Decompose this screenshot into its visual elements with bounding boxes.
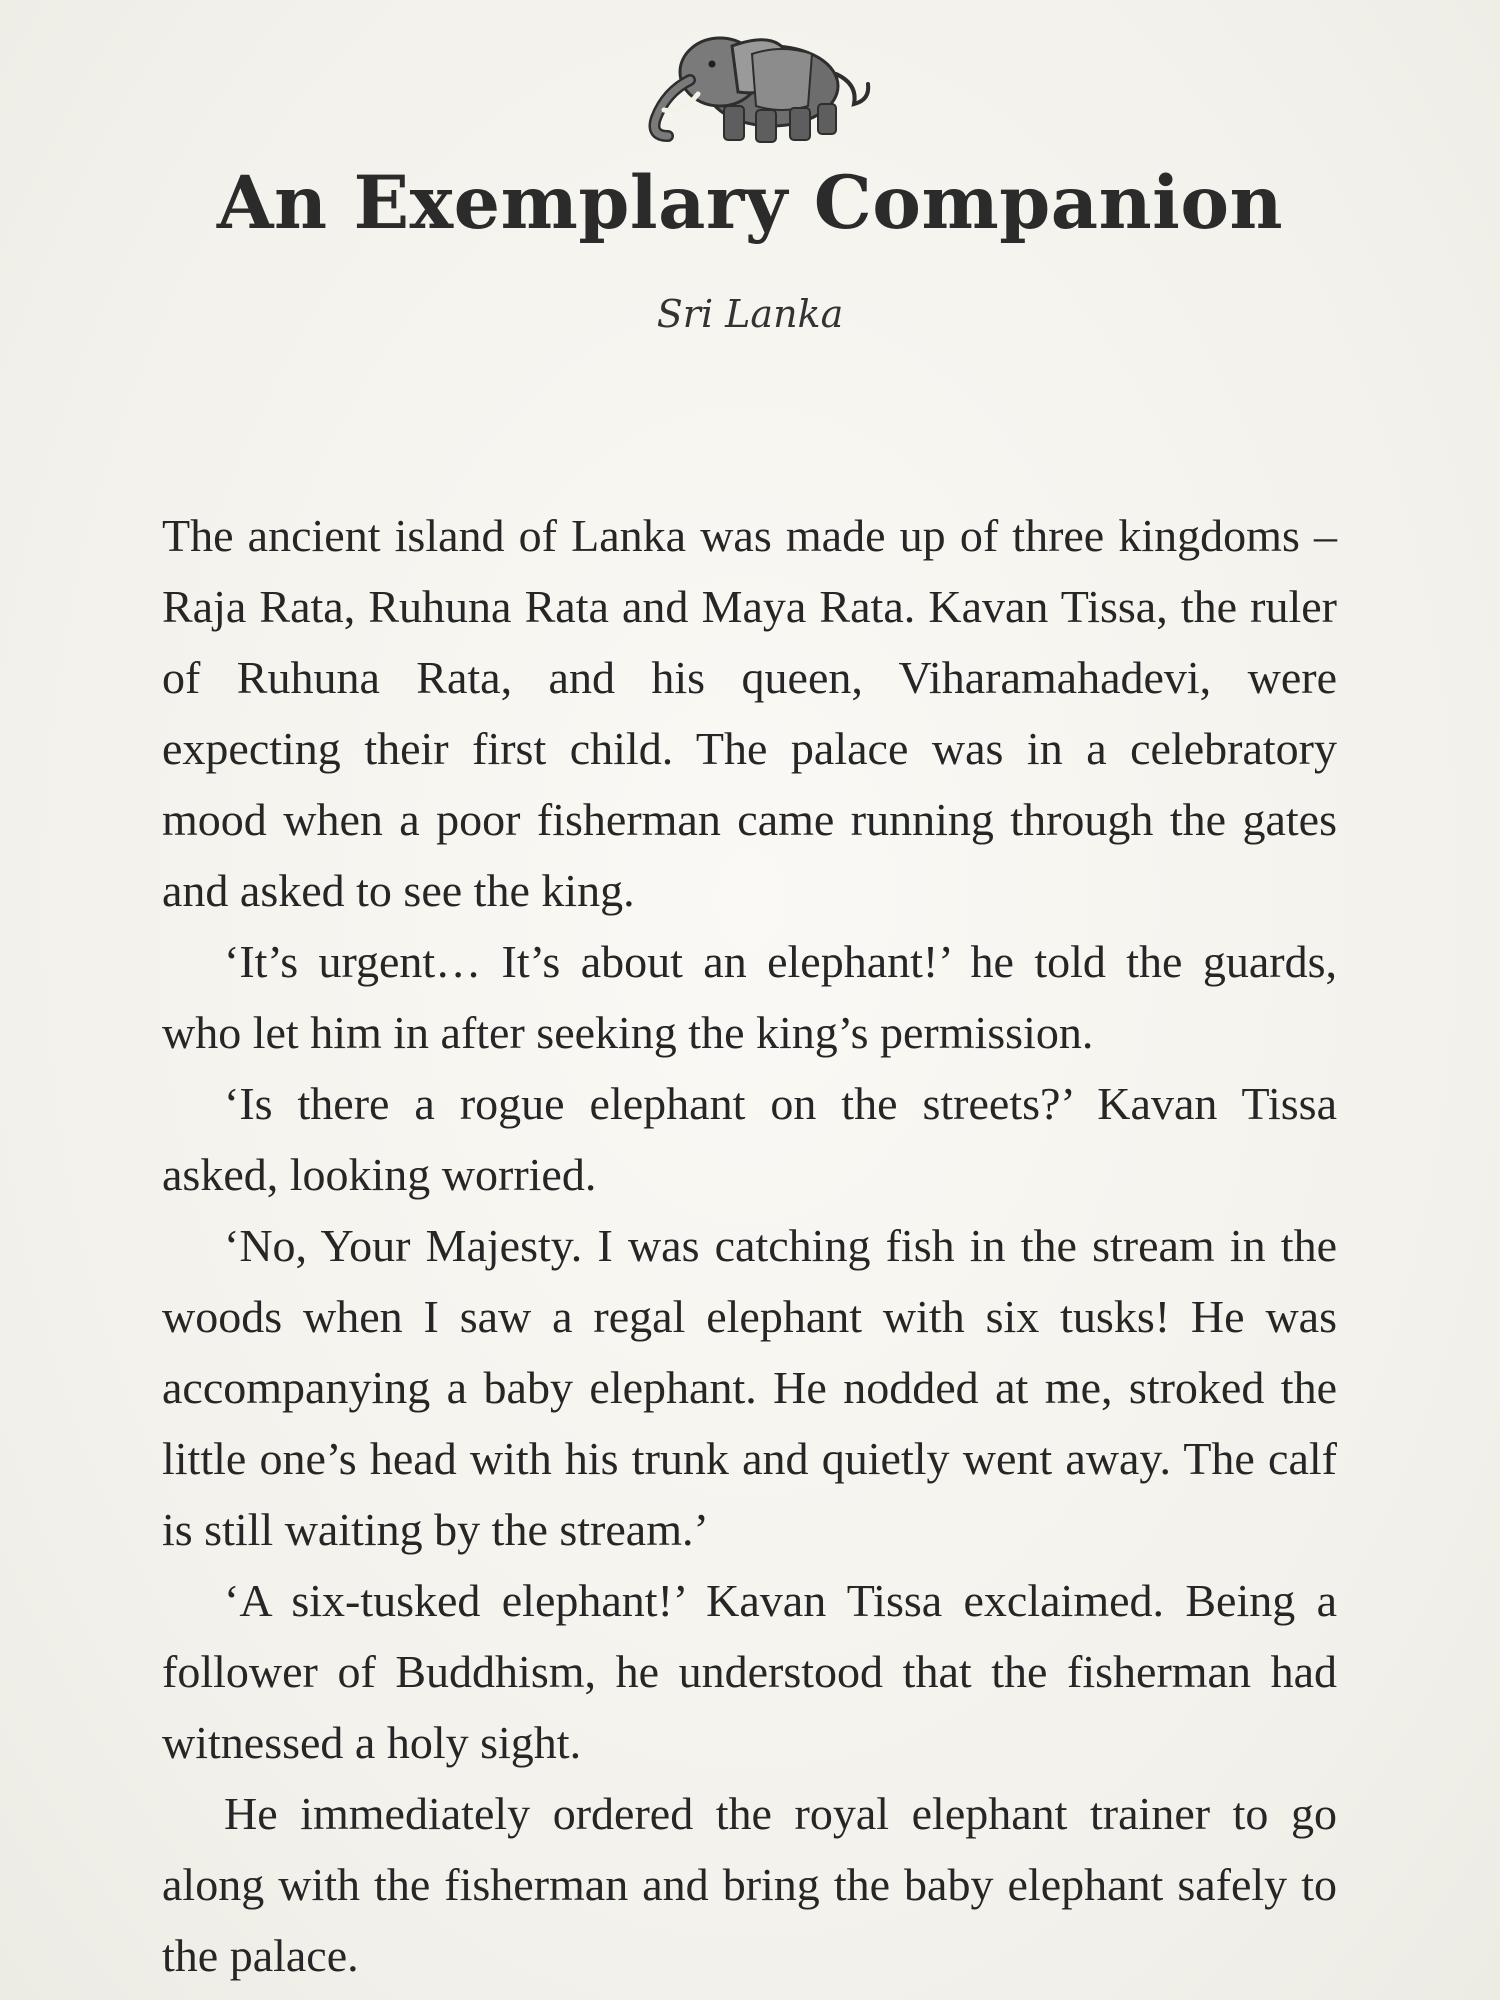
paragraph: ‘No, Your Majesty. I was catching fish in the stream in the woods when I saw a regal elephant with six tusks! He was accompanying a baby elephant. He nodded at me, stroked the little one’s head with his trunk and quietly went away. The calf is still waiting by the stream.’ xyxy=(162,1220,1337,1555)
paragraph: ‘Is there a rogue elephant on the streets?’ Kavan Tissa asked, looking worried. xyxy=(162,1078,1337,1200)
story-body xyxy=(162,500,1337,1991)
paragraph: ‘A six-tusked elephant!’ Kavan Tissa exclaimed. Being a follower of Buddhism, he understood that the fisherman had witnessed a holy sight. xyxy=(162,1575,1337,1768)
story-subtitle: Sri Lanka xyxy=(656,292,844,336)
elephant-icon xyxy=(632,14,882,148)
paragraph: ‘It’s urgent… It’s about an elephant!’ he told the guards, who let him in after seeking the king’s permission. xyxy=(162,936,1337,1058)
paragraph: He immediately ordered the royal elephant trainer to go along with the fisherman and bring the baby elephant safely to the palace. xyxy=(162,1788,1337,1981)
paragraph: The ancient island of Lanka was made up of three kingdoms – Raja Rata, Ruhuna Rata and Maya Rata. Kavan Tissa, the ruler of Ruhuna Rata, and his queen, Viharamahadevi, were expecting their first child. The palace was in a celebratory mood when a poor fisherman came running through the gates and asked to see the king. xyxy=(162,510,1337,916)
story-title: An Exemplary Companion xyxy=(216,160,1284,246)
